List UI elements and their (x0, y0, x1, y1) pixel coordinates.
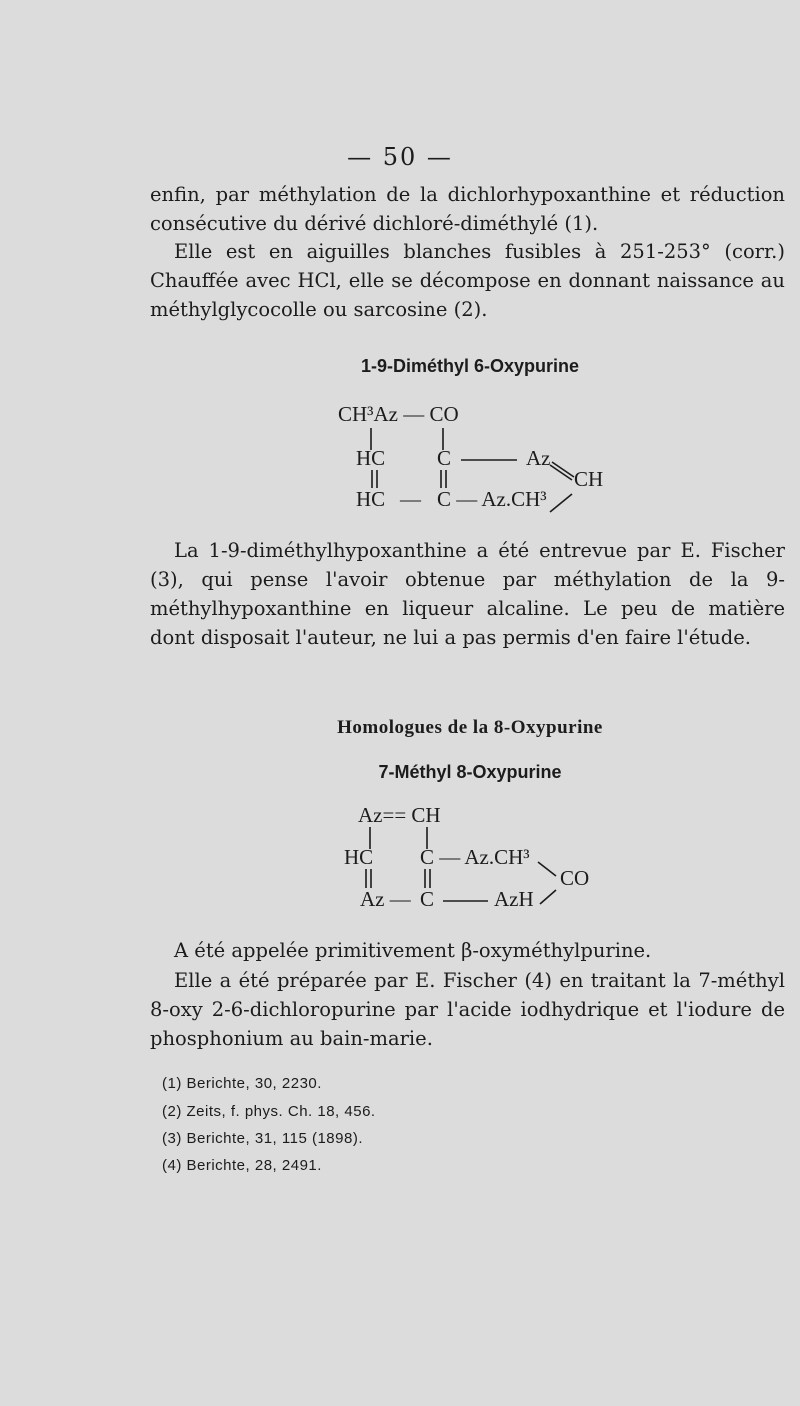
formula1-hc1: HC (356, 446, 386, 470)
formula1-c2: C — Az.CH³ (437, 487, 547, 511)
formula2-co: CO (560, 866, 590, 890)
heading-methyl-oxypurine: 7-Méthyl 8-Oxypurine (378, 762, 562, 782)
formula1-hc2: HC (356, 487, 386, 511)
footnote-1: (1) Berichte, 30, 2230. (162, 1075, 322, 1092)
heading-section-homologues: Homologues de la 8-Oxypurine (337, 717, 603, 738)
paragraph-1: enfin, par méthylation de la dichlorhypoxanthine et réduction consécutive du dérivé dichloré-diméthylé (1). (150, 183, 785, 235)
paragraph-2: Elle est en aiguilles blanches fusibles à 251-253° (corr.) Chauffée avec HCl, elle se décompose en donnant naissance au méthylglycocolle ou sarcosine (2). (150, 240, 785, 321)
formula2-azh: AzH (494, 887, 534, 911)
formula1-ch: CH (574, 467, 604, 491)
formula2-az: Az — (360, 887, 411, 911)
page-number: — 50 — (347, 143, 453, 171)
formula1-c1: C (437, 446, 452, 470)
formula1-az: Az (526, 446, 551, 470)
paragraph-5: Elle a été préparée par E. Fischer (4) en traitant la 7-méthyl 8-oxy 2-6-dichloropurine par l'acide iodhydrique et l'iodure de phosphonium au bain-marie. (150, 969, 785, 1050)
paragraph-4: A été appelée primitivement β-oxyméthylpurine. (174, 939, 652, 962)
formula2-hc: HC (344, 845, 374, 869)
formula2-c2: C (420, 887, 435, 911)
formula1-top: CH³Az — CO (338, 402, 459, 426)
paragraph-3: La 1-9-diméthylhypoxanthine a été entrevue par E. Fischer (3), qui pense l'avoir obtenue par méthylation de la 9-méthylhypoxanthine en liqueur alcaline. Le peu de matière dont disposait l'auteur, ne lui a pas permis d'en faire l'étude. (150, 539, 785, 649)
formula2-top: Az== CH (358, 803, 441, 827)
footnote-2: (2) Zeits, f. phys. Ch. 18, 456. (162, 1103, 376, 1120)
formula2-c1: C — Az.CH³ (420, 845, 530, 869)
footnote-3: (3) Berichte, 31, 115 (1898). (162, 1130, 363, 1147)
footnote-4: (4) Berichte, 28, 2491. (162, 1157, 322, 1174)
formula1-dash: — (400, 487, 421, 511)
heading-dimethyl-oxypurine: 1-9-Diméthyl 6-Oxypurine (360, 356, 580, 376)
